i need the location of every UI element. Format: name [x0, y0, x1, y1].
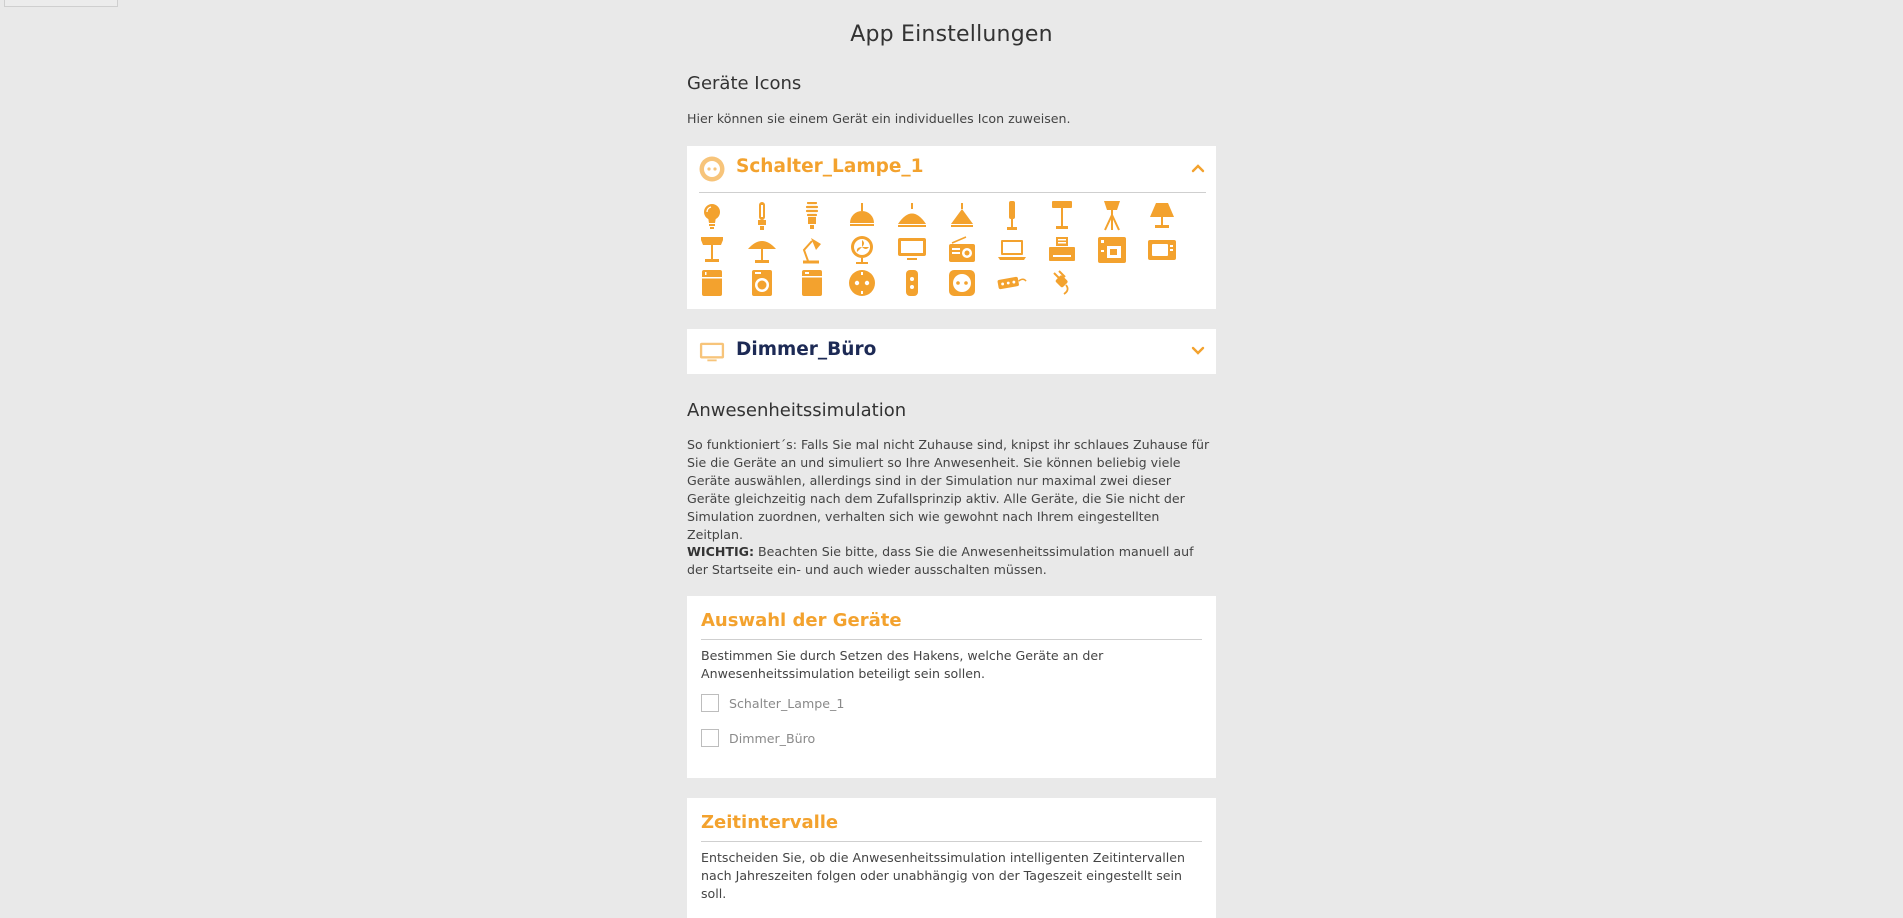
important-text: Beachten Sie bitte, dass Sie die Anwesenheitssimulation manuell auf der Startseite ein- und auch wieder ausschalten müssen.: [687, 544, 1194, 577]
socket-icon: [699, 156, 725, 182]
desk-lamp-icon[interactable]: [797, 235, 827, 265]
icons-section-heading: Geräte Icons: [687, 73, 802, 94]
device-checkbox-label[interactable]: Dimmer_Büro: [729, 730, 816, 746]
intervals-card: [687, 798, 1216, 918]
accordion-title: Schalter_Lampe_1: [736, 156, 924, 177]
intervals-description: Entscheiden Sie, ob die Anwesenheitssimulation intelligenten Zeitintervallen nach Jahreszeiten folgen oder unabhängig von der Tageszeit eingestellt sein soll.: [701, 850, 1185, 901]
device-accordion-dimmer: [687, 329, 1216, 374]
dryer-icon[interactable]: [797, 268, 827, 298]
device-selection-divider: [701, 639, 1202, 640]
presence-important-note: [687, 543, 1216, 579]
radio-icon[interactable]: [947, 235, 977, 265]
monitor-icon[interactable]: [897, 235, 927, 265]
socket-round-icon[interactable]: [847, 268, 877, 298]
intervals-divider: [701, 841, 1202, 842]
presence-description: So funktioniert´s: Falls Sie mal nicht Zuhause sind, knipst ihr schlaues Zuhause für Sie die Geräte an und simuliert so Ihre Anwesenheit. Sie können beliebig viele Geräte auswählen, allerdings sind in der Simulation nur maximal zwei dieser Geräte gleichzeitig nach dem Zufallsprinzip aktiv. Alle Geräte, die Sie nicht der Simulation zuordnen, verhalten sich wie gewohnt nach Ihrem eingestellten Zeitplan.: [687, 437, 1210, 542]
accordion-header-schalter[interactable]: [687, 146, 1216, 191]
fridge-icon[interactable]: [697, 268, 727, 298]
umbrella-lamp-icon[interactable]: [747, 235, 777, 265]
floor-lamp-icon[interactable]: [1047, 201, 1077, 231]
device-selection-description: Bestimmen Sie durch Setzen des Hakens, welche Geräte an der Anwesenheitssimulation beteiligt sein sollen.: [701, 648, 1104, 681]
device-checkbox-row[interactable]: [701, 729, 815, 747]
device-selection-title: Auswahl der Geräte: [701, 610, 902, 631]
dome-lamp-icon[interactable]: [897, 201, 927, 231]
table-lamp-icon[interactable]: [1147, 201, 1177, 231]
chevron-down-icon[interactable]: [1190, 343, 1206, 359]
fan-icon[interactable]: [847, 235, 877, 265]
laptop-icon[interactable]: [997, 235, 1027, 265]
icons-section-description: Hier können sie einem Gerät ein individuelles Icon zuweisen.: [687, 111, 1071, 126]
intervals-title: Zeitintervalle: [701, 812, 839, 833]
accordion-divider: [699, 192, 1206, 193]
accordion-header-dimmer[interactable]: [687, 329, 1216, 374]
accordion-title: Dimmer_Büro: [736, 339, 877, 360]
printer-icon[interactable]: [1047, 235, 1077, 265]
important-label: WICHTIG:: [687, 544, 755, 559]
page-title: App Einstellungen: [850, 22, 1053, 47]
power-strip-icon[interactable]: [997, 268, 1027, 298]
device-checkbox[interactable]: [701, 694, 719, 712]
presence-heading: Anwesenheitssimulation: [687, 400, 907, 421]
washing-machine-icon[interactable]: [747, 268, 777, 298]
tv-monitor-icon: [699, 339, 725, 365]
cone-lamp-icon[interactable]: [947, 201, 977, 231]
table-lamp-wide-icon[interactable]: [697, 235, 727, 265]
device-checkbox-label[interactable]: Schalter_Lampe_1: [729, 695, 845, 711]
led-tube-icon[interactable]: [747, 201, 777, 231]
energy-saving-bulb-icon[interactable]: [797, 201, 827, 231]
device-selection-card: [687, 596, 1216, 778]
socket-square-icon[interactable]: [947, 268, 977, 298]
pillar-lamp-icon[interactable]: [997, 201, 1027, 231]
tripod-lamp-icon[interactable]: [1097, 201, 1127, 231]
top-left-tab[interactable]: [4, 0, 118, 7]
microwave-icon[interactable]: [1147, 235, 1177, 265]
wall-switch-icon[interactable]: [897, 268, 927, 298]
device-checkbox[interactable]: [701, 729, 719, 747]
device-checkbox-row[interactable]: [701, 694, 844, 712]
pendant-lamp-icon[interactable]: [847, 201, 877, 231]
device-accordion-schalter: [687, 146, 1216, 309]
bulb-icon[interactable]: [697, 201, 727, 231]
coffee-machine-icon[interactable]: [1097, 235, 1127, 265]
plug-icon[interactable]: [1047, 268, 1077, 298]
chevron-up-icon[interactable]: [1190, 160, 1206, 176]
